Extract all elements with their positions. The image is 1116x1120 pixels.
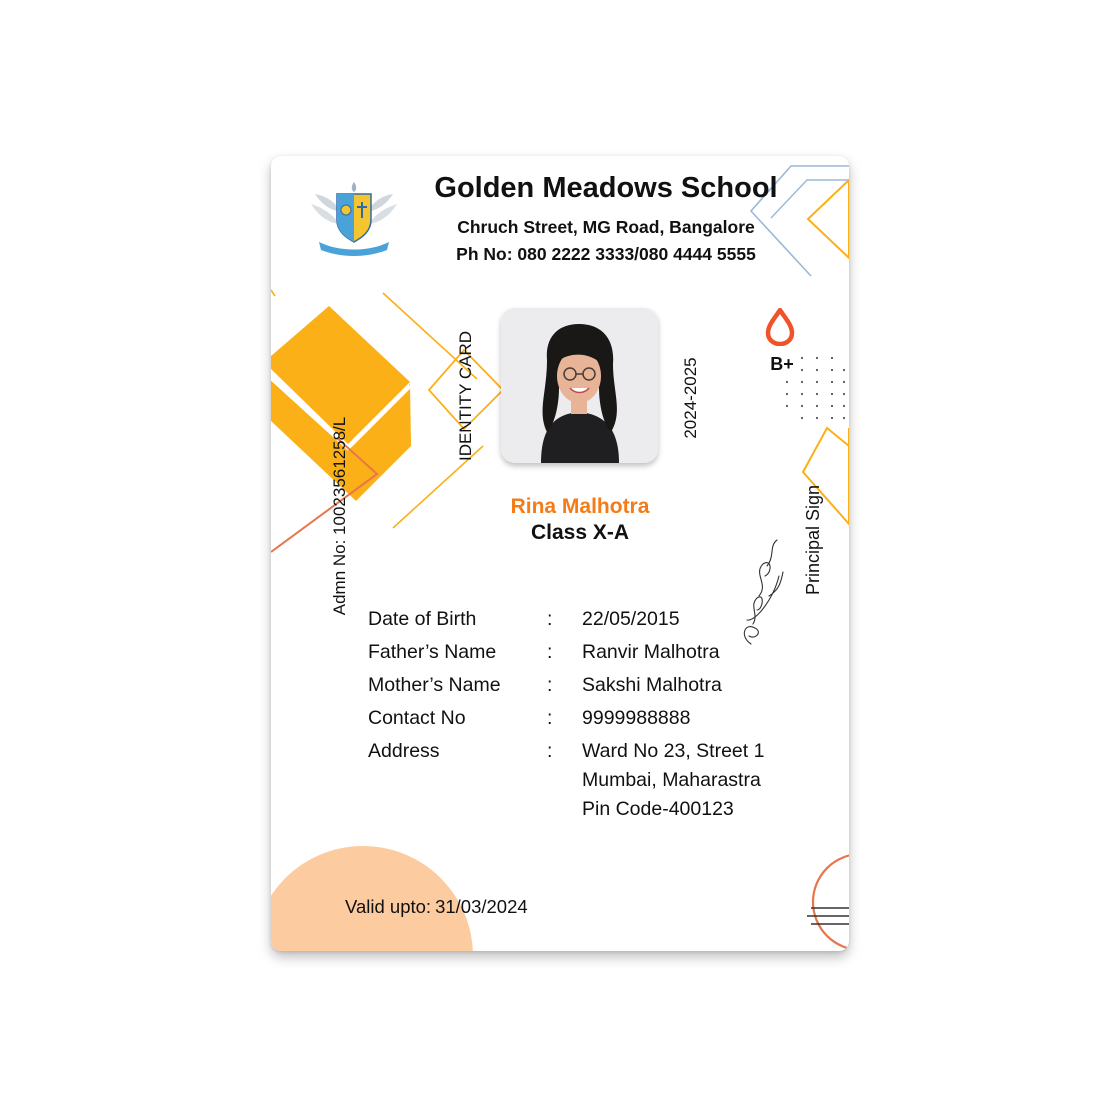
detail-row-mother [368,674,808,707]
detail-row-contact [368,707,808,740]
admission-number: Admn No: 10023561258/L [330,416,349,616]
school-address: Chruch Street, MG Road, Bangalore [457,217,755,237]
detail-value: 9999988888 [582,707,691,729]
separator: : [547,674,553,696]
detail-label: Date of Birth [368,608,477,630]
id-card [271,156,849,951]
student-photo [501,308,658,463]
validity-date: 31/03/2024 [435,896,528,917]
separator: : [547,608,553,630]
school-name: Golden Meadows School [434,172,778,204]
session-year: 2024-2025 [681,357,700,439]
detail-label: Address [368,740,440,762]
detail-label: Father’s Name [368,641,497,663]
school-crest-logo [309,180,399,260]
student-name: Rina Malhotra [510,495,650,518]
detail-value: 22/05/2015 [582,608,680,630]
separator: : [547,707,553,729]
detail-value: Ranvir Malhotra [582,641,720,663]
address-value [582,740,764,827]
detail-label: Mother’s Name [368,674,501,696]
school-phone: Ph No: 080 2222 3333/080 4444 5555 [456,244,756,264]
validity-label: Valid upto: [345,896,432,917]
student-class: Class X-A [530,521,630,544]
separator: : [547,740,553,762]
detail-row-father [368,641,808,674]
address-line: Ward No 23, Street 1 [582,740,765,762]
detail-value: Sakshi Malhotra [582,674,722,696]
detail-row-address [368,740,808,830]
blood-drop-icon [765,308,795,346]
detail-row-dob [368,608,808,641]
principal-sign-label: Principal Sign [803,484,823,596]
address-line: Mumbai, Maharastra [582,769,761,791]
validity [341,896,528,918]
address-line: Pin Code-400123 [582,798,734,820]
detail-label: Contact No [368,707,466,729]
blood-group: B+ [770,354,794,374]
student-details [368,608,808,830]
separator: : [547,641,553,663]
identity-card-label: IDENTITY CARD [456,330,475,462]
